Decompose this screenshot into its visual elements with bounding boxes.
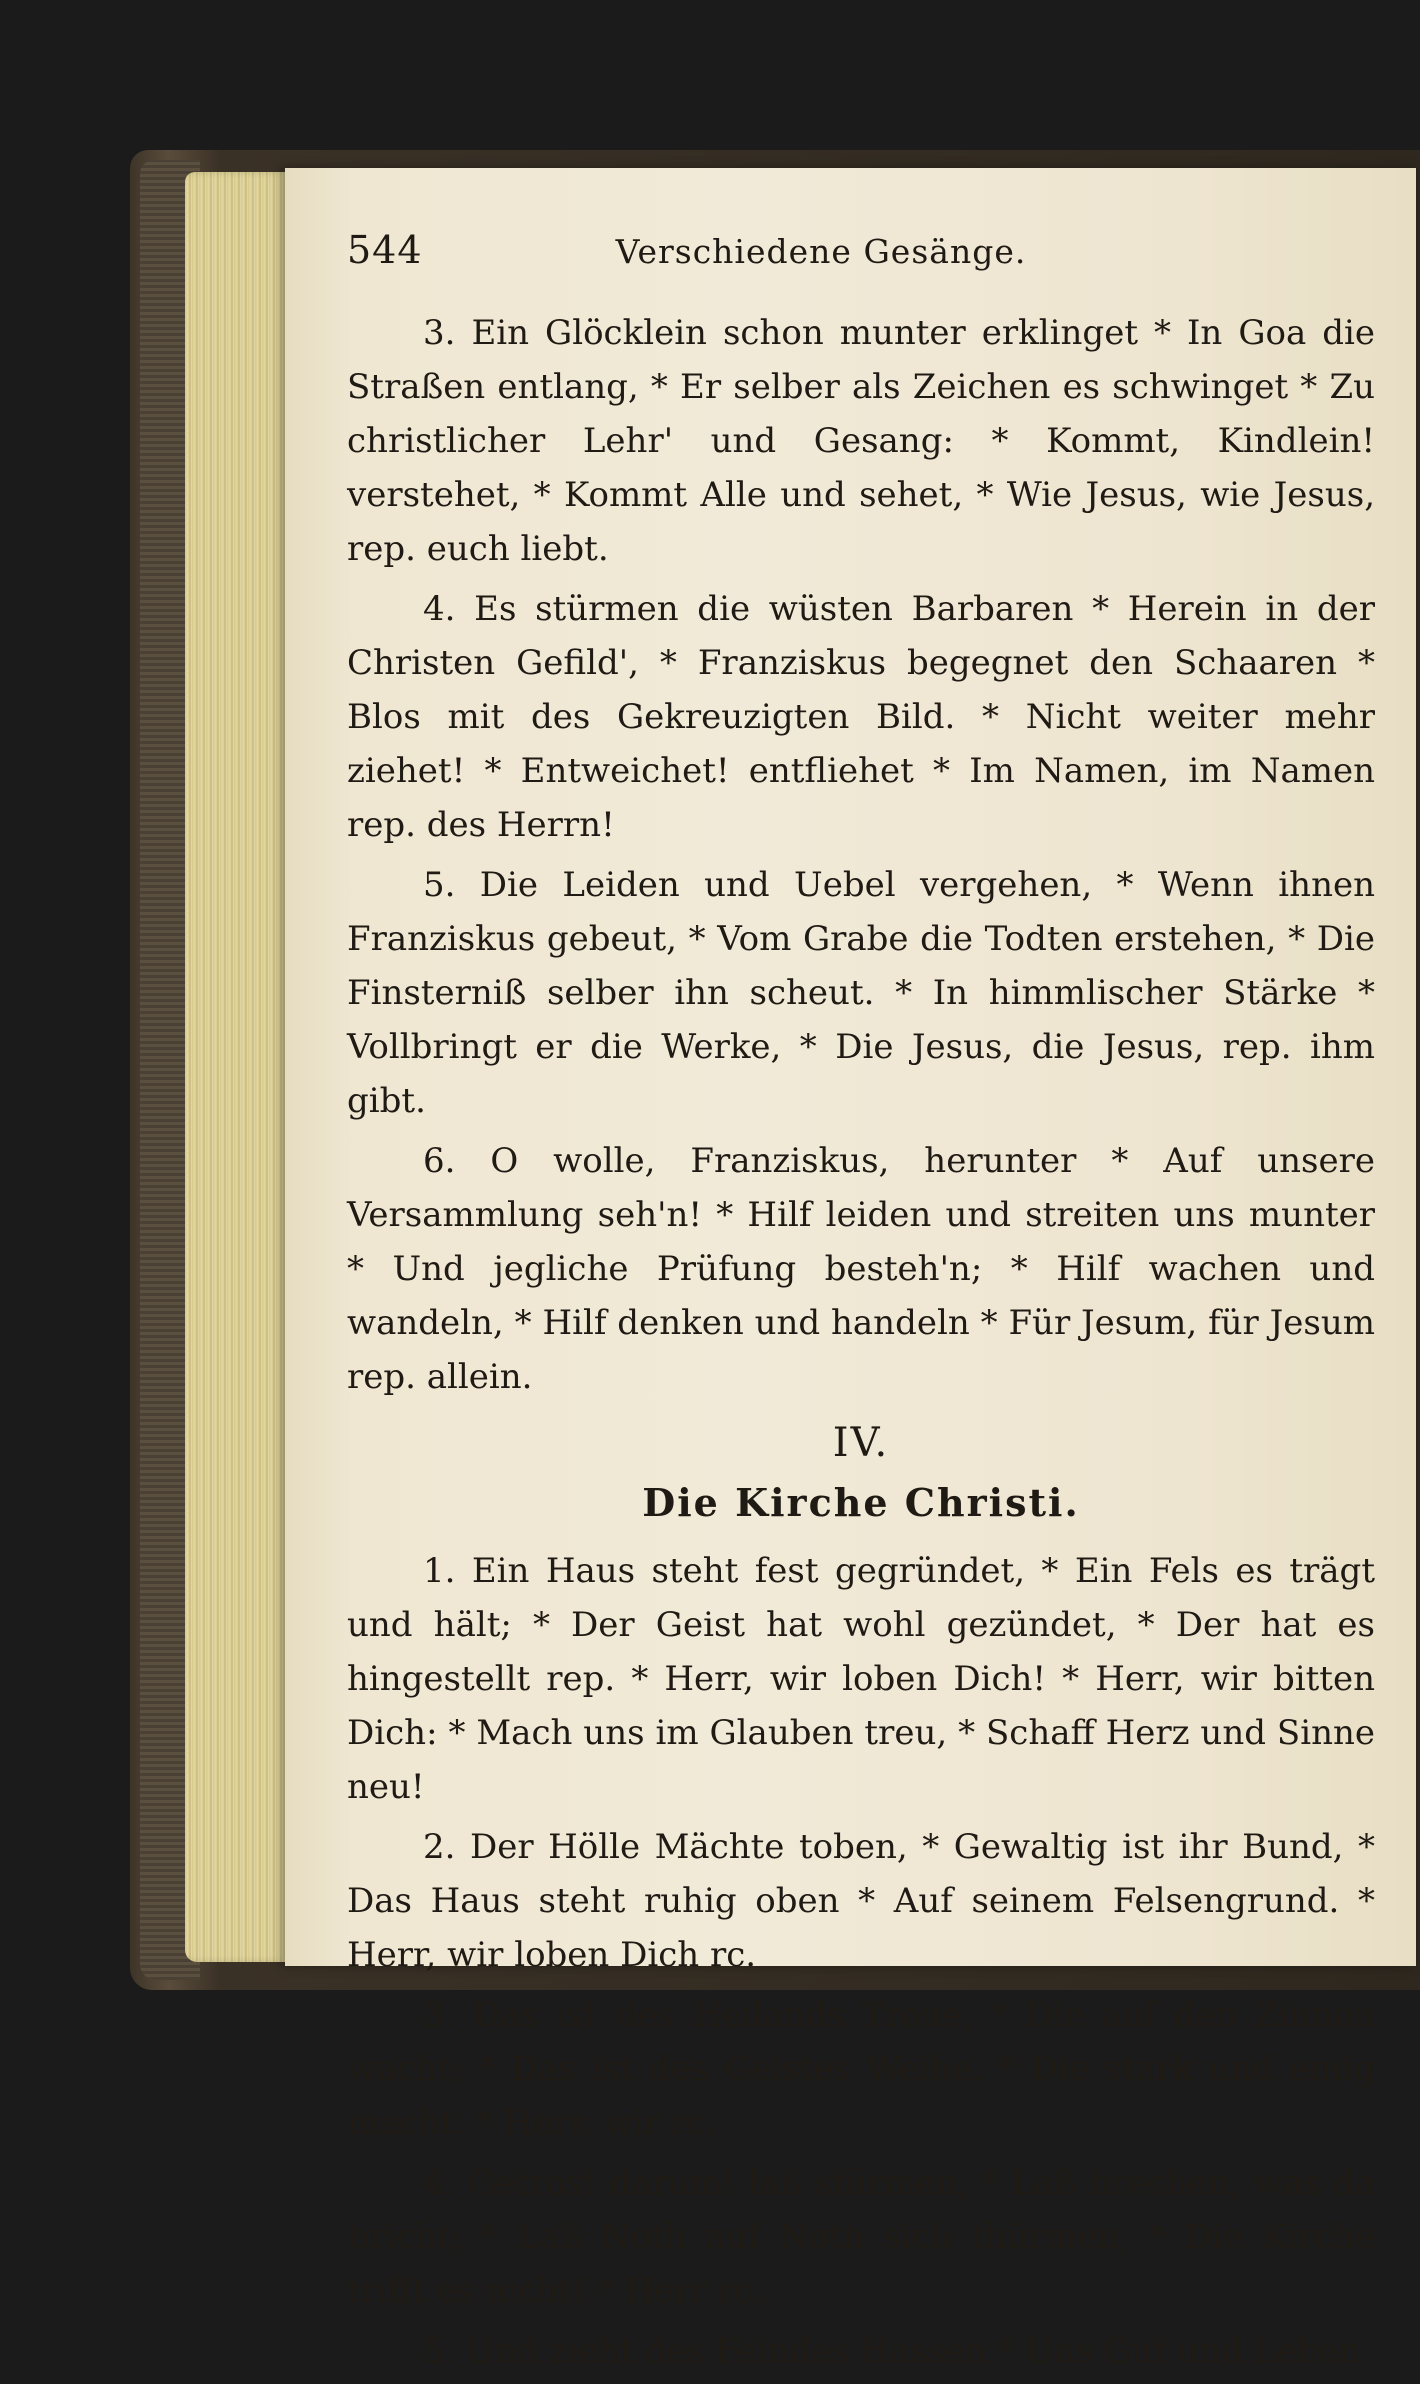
hymn-stanza-1: 1. Ein Haus steht fest gegründet, * Ein Fels es trägt und hält; * Der Geist hat wohl gezündet, * Der hat es hingestellt rep. * Herr, wir loben Dich! * Herr, wir bitten Dich: * Mach uns im Glauben treu, * Schaff Herz und Sinne neu! [347, 1551, 1375, 1807]
text-block [347, 228, 1375, 2384]
hymn-stanza-4: 4. Getrost darum! laß stürmen, * Laß brechen, was da bricht; * Laß Noth auf Noth sich thürmen, * Die Kirche trifft es nicht! * Herr rc. [347, 2163, 1375, 2311]
stanza-6: 6. O wolle, Franziskus, herunter * Auf unsere Versammlung seh'n! * Hilf leiden und streiten uns munter * Und jegliche Prüfung besteh'n; * Hilf wachen und wandeln, * Hilf denken und handeln * Für Jesum, für Jesum rep. allein. [347, 1141, 1375, 1397]
page-edges [185, 172, 295, 1962]
page-number: 544 [347, 228, 423, 272]
hymn-title: Die Kirche Christi. [642, 1480, 1080, 1525]
stanza-5: 5. Die Leiden und Uebel vergehen, * Wenn ihnen Franziskus gebeut, * Vom Grabe die Todten erstehen, * Die Finsterniß selber ihn scheut. * In himmlischer Stärke * Vollbringt er die Werke, * Die Jesus, die Jesus, rep. ihm gibt. [347, 865, 1375, 1121]
hymn-numeral: IV. [832, 1420, 890, 1466]
stanza-4: 4. Es stürmen die wüsten Barbaren * Herein in der Christen Gefild', * Franziskus begegnet den Schaaren * Blos mit des Gekreuzigten Bild. * Nicht weiter mehr ziehet! * Entweichet! entfliehet * Im Namen, im Namen rep. des Herrn! [347, 589, 1375, 845]
running-head: Verschiedene Gesänge. [615, 232, 1027, 271]
book-page [285, 168, 1416, 2371]
stanza-3: 3. Ein Glöcklein schon munter erklinget * In Goa die Straßen entlang, * Er selber als Zeichen es schwinget * Zu christlicher Lehr' und Gesang: * Kommt, Kindlein! verstehet, * Kommt Alle und sehet, * Wie Jesus, wie Jesus, rep. euch liebt. [347, 313, 1375, 569]
page-header [347, 228, 1375, 290]
hymn-stanza-5: 5. Und zieht des Feindes Hassen * Uns Gut und Leben [423, 2331, 1361, 2371]
hymn-stanza-2: 2. Der Hölle Mächte toben, * Gewaltig ist ihr Bund, * Das Haus steht ruhig oben * Auf seinem Felsengrund. * Herr, wir loben Dich rc. [347, 1827, 1375, 1975]
hymn-stanza-3: 3. Das ist des Heilands Treue, * Die auf den Zinnen wacht; * Das ist des Geistes Weihe, * Die stark und einig macht. * Herr, wir rc. [347, 1995, 1375, 2143]
